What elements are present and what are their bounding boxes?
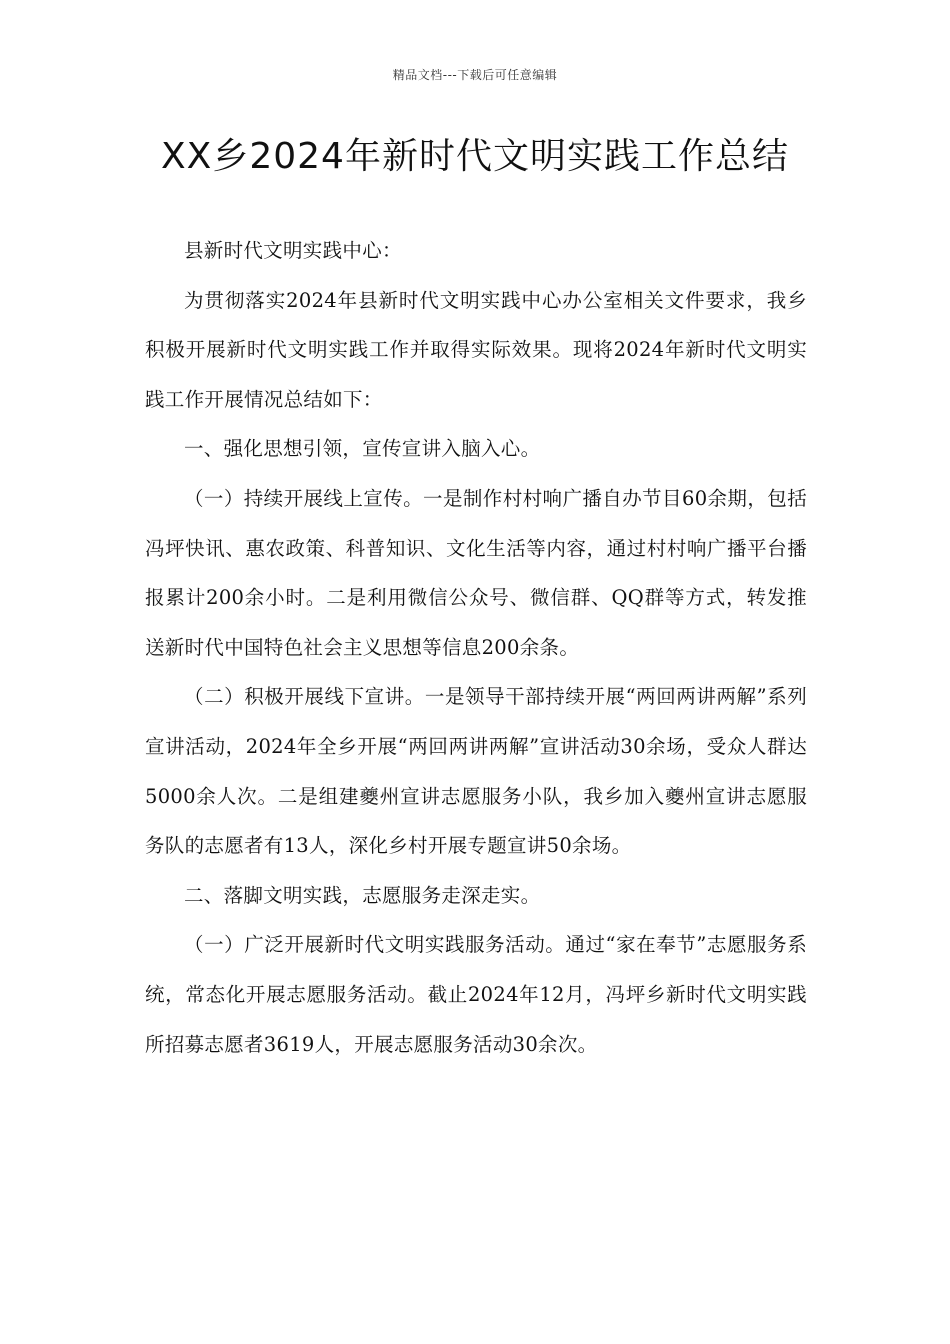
header-note: 精品文档---下载后可任意编辑 bbox=[392, 68, 558, 82]
section-heading-1: 一、强化思想引领，宣传宣讲入脑入心。 bbox=[184, 437, 541, 461]
salutation: 县新时代文明实践中心： bbox=[184, 239, 402, 262]
section-heading-2: 二、落脚文明实践，志愿服务走深走实。 bbox=[184, 883, 541, 907]
paragraph-intro: 为贯彻落实2024年县新时代文明实践中心办公室相关文件要求，我乡积极开展新时代文明实践工作并取得实际效果。现将2024年新时代文明实践工作开展情况总结如下： bbox=[145, 288, 807, 411]
paragraph-online-publicity: （一）持续开展线上宣传。一是制作村村响广播自办节目60余期，包括冯坪快讯、惠农政策、科普知识、文化生活等内容，通过村村响广播平台播报累计200余小时。二是利用微信公众号、微信群、QQ群等方式，转发推送新时代中国特色社会主义思想等信息200余条。 bbox=[145, 486, 807, 659]
document-title: XX乡2024年新时代文明实践工作总结 bbox=[161, 136, 789, 177]
paragraph-offline-lectures: （二）积极开展线下宣讲。一是领导干部持续开展“两回两讲两解”系列宣讲活动，2024年全乡开展“两回两讲两解”宣讲活动30余场，受众人群达5000余人次。二是组建夔州宣讲志愿服务小队，我乡加入夔州宣讲志愿服务队的志愿者有13人，深化乡村开展专题宣讲50余场。 bbox=[145, 685, 807, 858]
paragraph-volunteer-service: （一）广泛开展新时代文明实践服务活动。通过“家在奉节”志愿服务系统，常态化开展志愿服务活动。截止2024年12月，冯坪乡新时代文明实践所招募志愿者3619人，开展志愿服务活动30余次。 bbox=[145, 933, 807, 1056]
document-body bbox=[145, 226, 807, 1069]
